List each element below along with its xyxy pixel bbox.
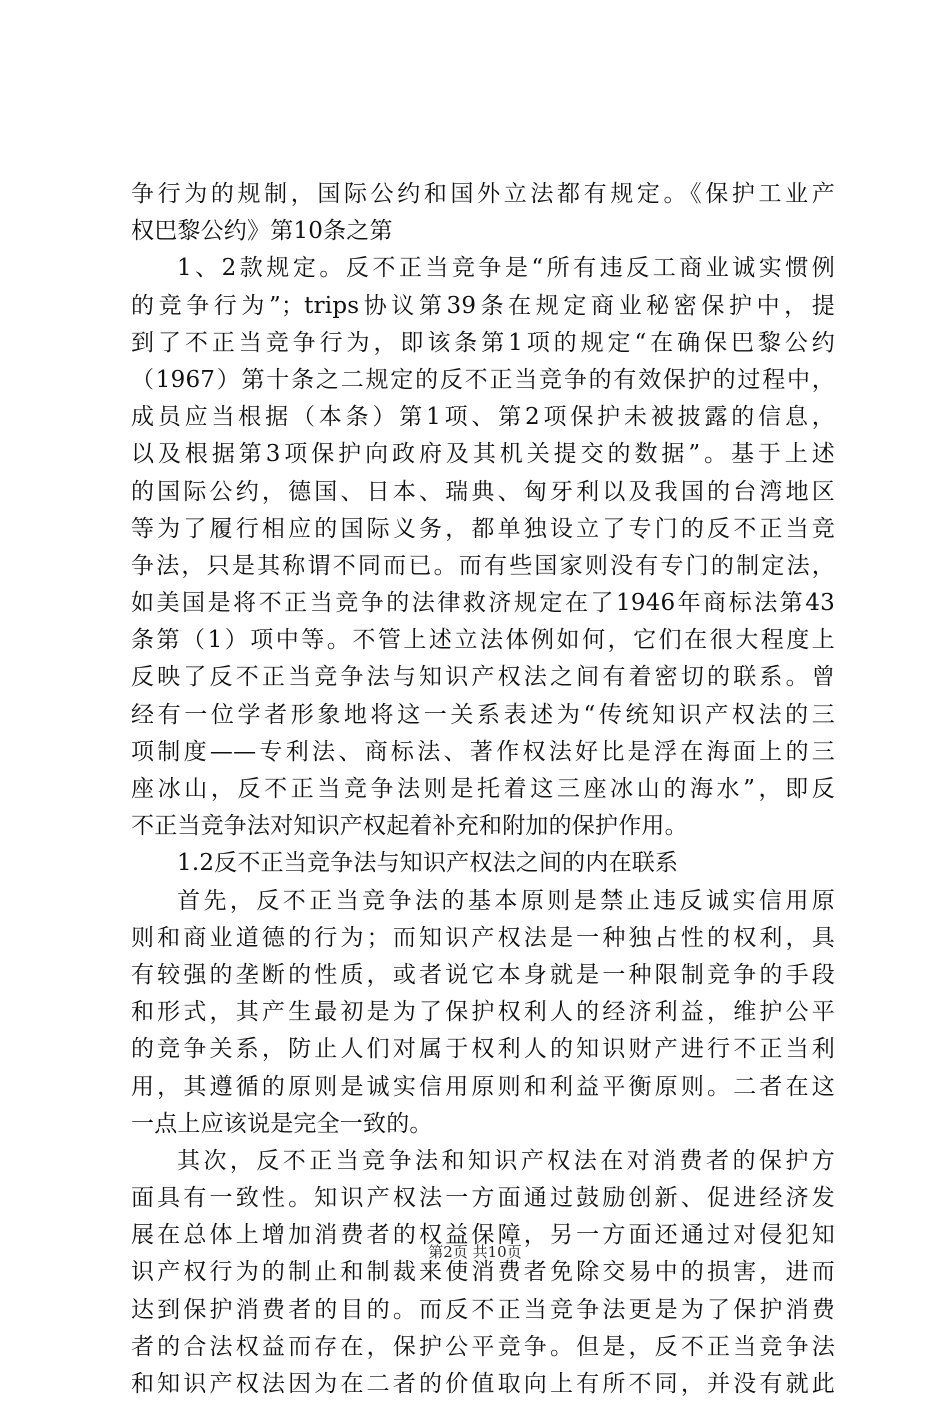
page-footer: 第2页 共10页: [428, 1243, 522, 1261]
text-line: 到了不正当竞争行为，即该条第1项的规定“在确保巴黎公约: [131, 329, 835, 356]
text-line: 面具有一致性。知识产权法一方面通过鼓励创新、促进经济发: [131, 1185, 835, 1212]
text-line: 达到保护消费者的目的。而反不正当竞争法更是为了保护消费: [131, 1296, 835, 1323]
text-line: 1、2款规定。反不正当竞争是“所有违反工商业诚实惯例: [177, 255, 835, 282]
text-line: 一点上应该说是完全一致的。: [131, 1110, 433, 1137]
text-line: 首先，反不正当竞争法的基本原则是禁止违反诚实信用原: [177, 887, 835, 914]
text-line: 经有一位学者形象地将这一关系表述为“传统知识产权法的三: [131, 701, 835, 728]
text-line: 成员应当根据（本条）第1项、第2项保护未被披露的信息，: [131, 404, 835, 431]
text-line: 识产权行为的制止和制裁来使消费者免除交易中的损害，进而: [131, 1259, 835, 1286]
text-line: 等为了履行相应的国际义务，都单独设立了专门的反不正当竞: [131, 515, 835, 542]
text-line: 和知识产权法因为在二者的价值取向上有所不同，并没有就此: [131, 1371, 835, 1397]
text-line: 展在总体上增加消费者的权益保障，另一方面还通过对侵犯知: [131, 1222, 835, 1249]
text-line: 则和商业道德的行为；而知识产权法是一种独占性的权利，具: [131, 924, 835, 951]
text-line: 有较强的垄断的性质，或者说它本身就是一种限制竞争的手段: [131, 961, 835, 988]
text-line: 条第（1）项中等。不管上述立法体例如何，它们在很大程度上: [131, 627, 835, 654]
text-line: 和形式，其产生最初是为了保护权利人的经济利益，维护公平: [131, 999, 835, 1026]
text-line: 反映了反不正当竞争法与知识产权法之间有着密切的联系。曾: [131, 664, 835, 691]
text-line: 项制度——专利法、商标法、著作权法好比是浮在海面上的三: [131, 738, 835, 765]
text-line: 者的合法权益而存在，保护公平竞争。但是，反不正当竞争法: [131, 1333, 835, 1360]
text-line: （1967）第十条之二规定的反不正当竞争的有效保护的过程中，: [131, 366, 835, 393]
text-line: 1.2反不正当竞争法与知识产权法之间的内在联系: [177, 850, 679, 877]
text-line: 争行为的规制，国际公约和国外立法都有规定。《保护工业产: [131, 181, 835, 207]
body-text: [131, 176, 835, 1403]
text-line: 用，其遵循的原则是诚实信用原则和利益平衡原则。二者在这: [131, 1073, 835, 1100]
text-line: 的国际公约，德国、日本、瑞典、匈牙利以及我国的台湾地区: [131, 478, 835, 505]
text-line: 争法，只是其称谓不同而已。而有些国家则没有专门的制定法，: [131, 552, 835, 579]
text-line: 如美国是将不正当竞争的法律救济规定在了1946年商标法第43: [131, 590, 835, 617]
text-line: 不正当竞争法对知识产权起着补充和附加的保护作用。: [131, 813, 688, 840]
text-line: 以及根据第3项保护向政府及其机关提交的数据”。基于上述: [131, 441, 835, 468]
text-line: 座冰山，反不正当竞争法则是托着这三座冰山的海水”，即反: [131, 776, 835, 802]
text-line: 的竞争关系，防止人们对属于权利人的知识财产进行不正当利: [131, 1036, 835, 1063]
text-line: 权巴黎公约》第10条之第: [131, 218, 393, 245]
text-line: 的竞争行为”；trips协议第39条在规定商业秘密保护中，提: [131, 292, 835, 319]
text-line: 其次，反不正当竞争法和知识产权法在对消费者的保护方: [177, 1147, 835, 1174]
